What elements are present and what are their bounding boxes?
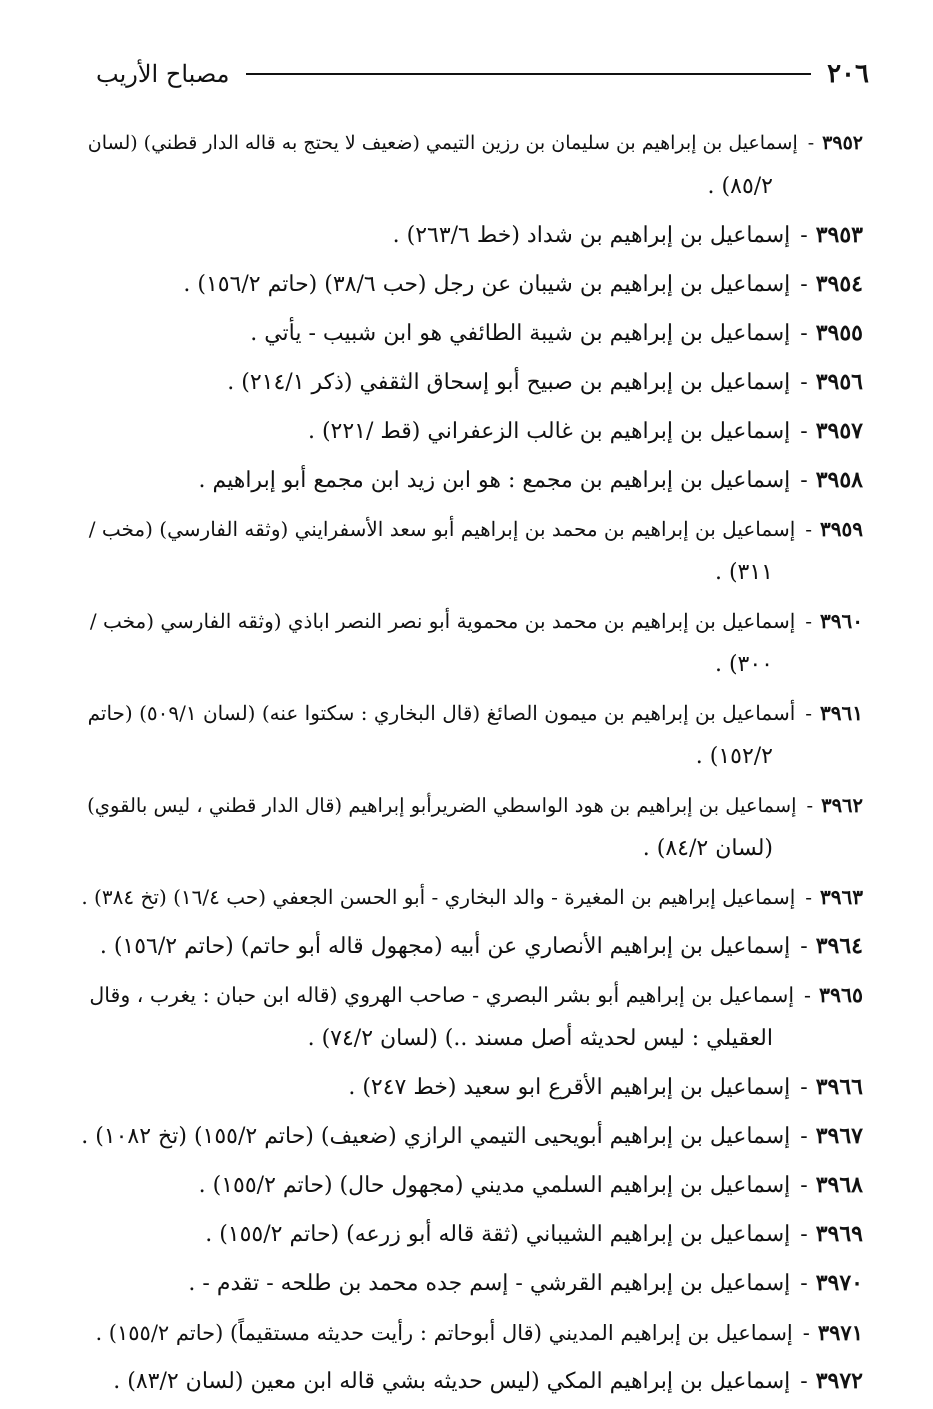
entry-text: إسماعيل بن إبراهيم الأنصاري عن أبيه (مجهول قاله أبو حاتم) (حاتم ١٥٦/٢) . bbox=[99, 934, 791, 959]
entry-text: إسماعيل بن إبراهيم بن شداد (خط ٢٦٣/٦) . bbox=[392, 223, 791, 248]
entry-first-line bbox=[80, 925, 863, 968]
entry-number: ٣٩٥٥ bbox=[815, 320, 863, 346]
entry-continuation: (لسان ٨٤/٢) . bbox=[642, 836, 773, 861]
entry-continuation: ٣٠٠) . bbox=[714, 652, 773, 677]
entry-dash: - bbox=[800, 468, 808, 493]
entry-number: ٣٩٦٧ bbox=[815, 1123, 863, 1149]
entry-first-line bbox=[80, 1311, 863, 1354]
entry-text: إسماعيل بن إبراهيم بن هود الواسطي الضريرأبو إبراهيم (قال الدار قطني ، ليس بالقوي) bbox=[87, 794, 797, 817]
entry bbox=[80, 600, 863, 686]
entry-text: إسماعيل بن إبراهيم بن شيبان عن رجل (حب ٣٨/٦) (حاتم ١٥٦/٢) . bbox=[183, 272, 791, 297]
entry-continuation: ٣١١) . bbox=[714, 560, 773, 585]
entry-number: ٣٩٧١ bbox=[817, 1320, 863, 1345]
entry-text: إسماعيل بن إبراهيم المكي (ليس حديثه بشي قاله ابن معين (لسان ٨٣/٢) . bbox=[113, 1369, 791, 1394]
header-rule bbox=[246, 73, 812, 75]
entry-number: ٣٩٦٦ bbox=[815, 1074, 863, 1100]
entry bbox=[80, 1066, 863, 1109]
entry bbox=[80, 1115, 863, 1158]
entry bbox=[80, 508, 863, 594]
entry-text: إسماعيل بن إبراهيم أبو بشر البصري - صاحب الهروي (قاله ابن حبان : يغرب ، وقال bbox=[89, 983, 795, 1007]
entry-text: إسماعيل إبراهيم بن المغيرة - والد البخاري - أبو الحسن الجعفي (حب ١٦/٤) (تخ ٣٨٤) . bbox=[81, 885, 796, 909]
entry-first-line bbox=[80, 692, 863, 735]
entry-dash: - bbox=[800, 419, 808, 444]
entry-first-line bbox=[80, 122, 863, 165]
page-header bbox=[96, 54, 869, 94]
entry-dash: - bbox=[805, 609, 813, 633]
entry-first-line bbox=[80, 600, 863, 643]
entry-number: ٣٩٧٢ bbox=[815, 1368, 863, 1394]
entry-first-line bbox=[80, 214, 863, 257]
entry-dash: - bbox=[804, 983, 811, 1007]
entry-continuation: العقيلي : ليس لحديثه أصل مسند ..) (لسان ٧٤/٢) . bbox=[307, 1026, 773, 1051]
entry-dash: - bbox=[800, 321, 808, 346]
entry bbox=[80, 1311, 863, 1354]
entry bbox=[80, 122, 863, 208]
entry-first-line bbox=[80, 1213, 863, 1256]
entry-text: إسماعيل بن إبراهيم بن شيبة الطائفي هو ابن شبيب - يأتي . bbox=[250, 321, 791, 346]
entry-dash: - bbox=[800, 1075, 808, 1100]
entry-dash: - bbox=[800, 370, 808, 395]
entry-first-line bbox=[80, 1066, 863, 1109]
entry-first-line bbox=[80, 974, 863, 1017]
entry-number: ٣٩٦٨ bbox=[815, 1172, 863, 1198]
entry bbox=[80, 312, 863, 355]
entry-number: ٣٩٥٩ bbox=[820, 517, 863, 541]
entry-dash: - bbox=[805, 517, 813, 541]
entry bbox=[80, 459, 863, 502]
entry-dash: - bbox=[805, 701, 813, 725]
entry-number: ٣٩٦٢ bbox=[821, 794, 863, 817]
entry bbox=[80, 361, 863, 404]
entry-text: إسماعيل بن إبراهيم السلمي مديني (مجهول حال) (حاتم ١٥٥/٢) . bbox=[198, 1173, 791, 1198]
entry bbox=[80, 410, 863, 453]
entry-dash: - bbox=[800, 272, 808, 297]
entry-first-line bbox=[80, 361, 863, 404]
entry-number: ٣٩٥٦ bbox=[815, 369, 863, 395]
entry-text: إسماعيل بن إبراهيم بن محمد بن إبراهيم أبو سعد الأسفرايني (وثقه الفارسي) (مخب / bbox=[88, 517, 796, 541]
entry-dash: - bbox=[807, 132, 815, 154]
entry-number: ٣٩٥٨ bbox=[815, 467, 863, 493]
entry-dash: - bbox=[800, 1222, 808, 1247]
entry-first-line bbox=[80, 1360, 863, 1403]
entry-text: إسماعيل بن إبراهيم بن غالب الزعفراني (قط /٢٢١) . bbox=[307, 419, 791, 444]
entry-dash: - bbox=[800, 934, 808, 959]
entry-text: إسماعيل بن إبراهيم أبويحيى التيمي الرازي (ضعيف) (حاتم ١٥٥/٢) (تخ ١٠٨٢) . bbox=[81, 1124, 791, 1149]
entry bbox=[80, 925, 863, 968]
entry bbox=[80, 692, 863, 778]
entry-first-line bbox=[80, 876, 863, 919]
entry bbox=[80, 263, 863, 306]
entry-first-line bbox=[80, 1164, 863, 1207]
entry-dash: - bbox=[800, 223, 808, 248]
running-title: مصباح الأريب bbox=[96, 60, 230, 88]
entry-first-line bbox=[80, 784, 863, 827]
page-number: ٢٠٦ bbox=[827, 59, 869, 89]
entry-dash: - bbox=[800, 1124, 808, 1149]
entry-number: ٣٩٥٢ bbox=[822, 132, 863, 154]
entry-dash: - bbox=[806, 794, 814, 817]
entry-text: إسماعيل بن إبراهيم القرشي - إسم جده محمد بن طلحه - تقدم - . bbox=[188, 1271, 791, 1296]
entry-text: إسماعيل بن إبراهيم بن محمد بن محموية أبو نصر النصر اباذي (وثقه الفارسي (مخب / bbox=[89, 609, 796, 633]
entry-dash: - bbox=[802, 1321, 810, 1345]
entry-first-line bbox=[80, 1262, 863, 1305]
entry-text: أسماعيل بن إبراهيم بن ميمون الصائغ (قال البخاري : سكتوا عنه) (لسان ٥٠٩/١) (حاتم bbox=[87, 701, 796, 725]
entry-first-line bbox=[80, 459, 863, 502]
entry-text: إسماعيل بن إبراهيم بن سليمان بن رزين التيمي (ضعيف لا يحتج به قاله الدار قطني) (لسان bbox=[87, 132, 798, 154]
entry-number: ٣٩٦٤ bbox=[815, 933, 863, 959]
entry bbox=[80, 1164, 863, 1207]
entry-dash: - bbox=[800, 1369, 808, 1394]
entry-number: ٣٩٥٤ bbox=[815, 271, 863, 297]
entry bbox=[80, 974, 863, 1060]
entry-continuation: ٨٥/٢) . bbox=[707, 174, 773, 199]
entry-first-line bbox=[80, 1115, 863, 1158]
entry-text: إسماعيل بن إبراهيم الأقرع ابو سعيد (خط ٢٤٧) . bbox=[348, 1075, 791, 1100]
entry-number: ٣٩٦٥ bbox=[818, 983, 863, 1007]
entry bbox=[80, 1262, 863, 1305]
entry-text: إسماعيل بن إبراهيم المديني (قال أبوحاتم : رأيت حديثه مستقيماً) (حاتم ١٥٥/٢) . bbox=[95, 1321, 793, 1345]
entry bbox=[80, 1213, 863, 1256]
entry bbox=[80, 784, 863, 870]
entry-number: ٣٩٦٣ bbox=[820, 885, 863, 909]
entry-number: ٣٩٥٧ bbox=[815, 418, 863, 444]
entry-first-line bbox=[80, 508, 863, 551]
entry-first-line bbox=[80, 312, 863, 355]
entry-list bbox=[80, 122, 863, 1409]
entry-text: إسماعيل بن إبراهيم بن صبيح أبو إسحاق الثقفي (ذكر ٢١٤/١) . bbox=[227, 370, 791, 395]
entry-number: ٣٩٥٣ bbox=[815, 222, 863, 248]
entry-continuation: ١٥٢/٢) . bbox=[695, 744, 773, 769]
entry-dash: - bbox=[805, 885, 813, 909]
entry-first-line bbox=[80, 263, 863, 306]
entry-dash: - bbox=[800, 1173, 808, 1198]
entry-text: إسماعيل بن إبراهيم بن مجمع : هو ابن زيد ابن مجمع أبو إبراهيم . bbox=[198, 468, 791, 493]
entry-number: ٣٩٧٠ bbox=[815, 1270, 863, 1296]
entry-first-line bbox=[80, 410, 863, 453]
entry bbox=[80, 876, 863, 919]
entry-number: ٣٩٦٠ bbox=[820, 609, 863, 633]
entry-number: ٣٩٦١ bbox=[820, 701, 863, 725]
entry-text: إسماعيل بن إبراهيم الشيباني (ثقة قاله أبو زرعه) (حاتم ١٥٥/٢) . bbox=[205, 1222, 791, 1247]
entry-dash: - bbox=[800, 1271, 808, 1296]
entry bbox=[80, 1360, 863, 1403]
entry bbox=[80, 214, 863, 257]
entry-number: ٣٩٦٩ bbox=[815, 1221, 863, 1247]
